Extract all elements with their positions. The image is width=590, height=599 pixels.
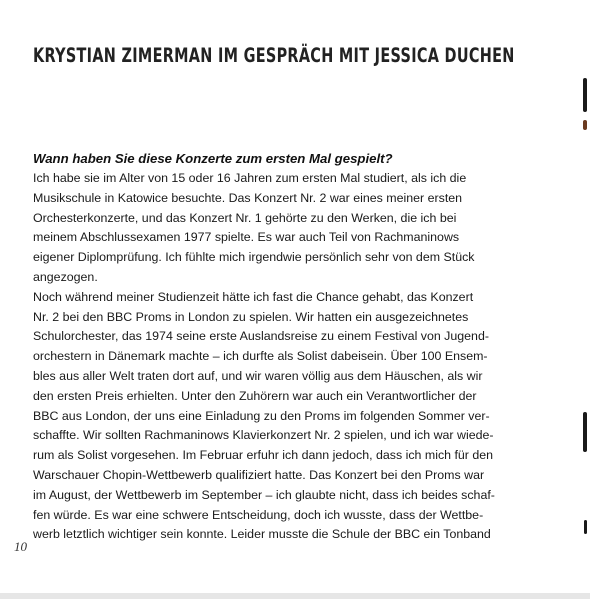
text-line: angezogen. [33, 269, 98, 284]
text-line: eigener Diplomprüfung. Ich fühlte mich irgendwie persönlich sehr von dem Stück [33, 250, 475, 265]
text-line: werb letztlich wichtiger sein konnte. Leider musste die Schule der BBC ein Tonband [33, 527, 491, 542]
text-line: Nr. 2 bei den BBC Proms in London zu spielen. Wir hatten ein ausgezeichnetes [33, 309, 469, 324]
scan-edge-mark [583, 412, 587, 452]
scan-edge-mark [584, 520, 587, 534]
text-line: meinem Abschlussexamen 1977 spielte. Es war auch Teil von Rachmaninows [33, 230, 460, 245]
page-heading: KRYSTIAN ZIMERMAN IM GESPRÄCH MIT JESSICA DUCHEN [33, 44, 515, 67]
answer-text [33, 169, 553, 545]
text-line: bles aus aller Welt traten dort auf, und wir waren völlig aus dem Häuschen, als wir [33, 368, 483, 383]
page-number: 10 [14, 539, 27, 554]
interview-question: Wann haben Sie diese Konzerte zum ersten Mal gespielt? [33, 151, 393, 166]
scan-edge-mark [583, 78, 587, 112]
text-line: orchestern in Dänemark machte – ich durfte als Solist dabeisein. Über 100 Ensem- [33, 349, 488, 364]
text-line: Ich habe sie im Alter von 15 oder 16 Jahren zum ersten Mal studiert, als ich die [33, 171, 467, 185]
scan-edge-mark [583, 120, 587, 130]
text-line: Schulorchester, das 1974 seine erste Auslandsreise zu einem Festival von Jugend- [33, 329, 489, 344]
text-line: den ersten Preis erhielten. Unter den Zuhörern war auch ein Verantwortlicher der [33, 388, 477, 403]
text-line: rum als Solist vorgesehen. Im Februar erfuhr ich dann jedoch, dass ich mich für den [33, 448, 494, 463]
text-line: Noch während meiner Studienzeit hätte ich fast die Chance gehabt, das Konzert [33, 289, 474, 304]
text-line: fen würde. Es war eine schwere Entscheidung, doch ich wusste, dass der Wettbe- [33, 507, 484, 522]
text-line: BBC aus London, der uns eine Einladung zu den Proms im folgenden Sommer ver- [33, 408, 490, 423]
text-line: Musikschule in Katowice besuchte. Das Konzert Nr. 2 war eines meiner ersten [33, 190, 463, 205]
text-line: Orchesterkonzerte, und das Konzert Nr. 1 gehörte zu den Werken, die ich bei [33, 210, 457, 225]
scan-bottom-edge [0, 593, 590, 599]
text-line: Warschauer Chopin-Wettbewerb qualifiziert hatte. Das Konzert bei den Proms war [33, 467, 485, 482]
text-line: schaffte. Wir sollten Rachmaninows Klavierkonzert Nr. 2 spielen, und ich war wiede- [33, 428, 494, 443]
text-line: im August, der Wettbewerb im September – ich glaubte nicht, dass ich beides schaf- [33, 487, 495, 502]
